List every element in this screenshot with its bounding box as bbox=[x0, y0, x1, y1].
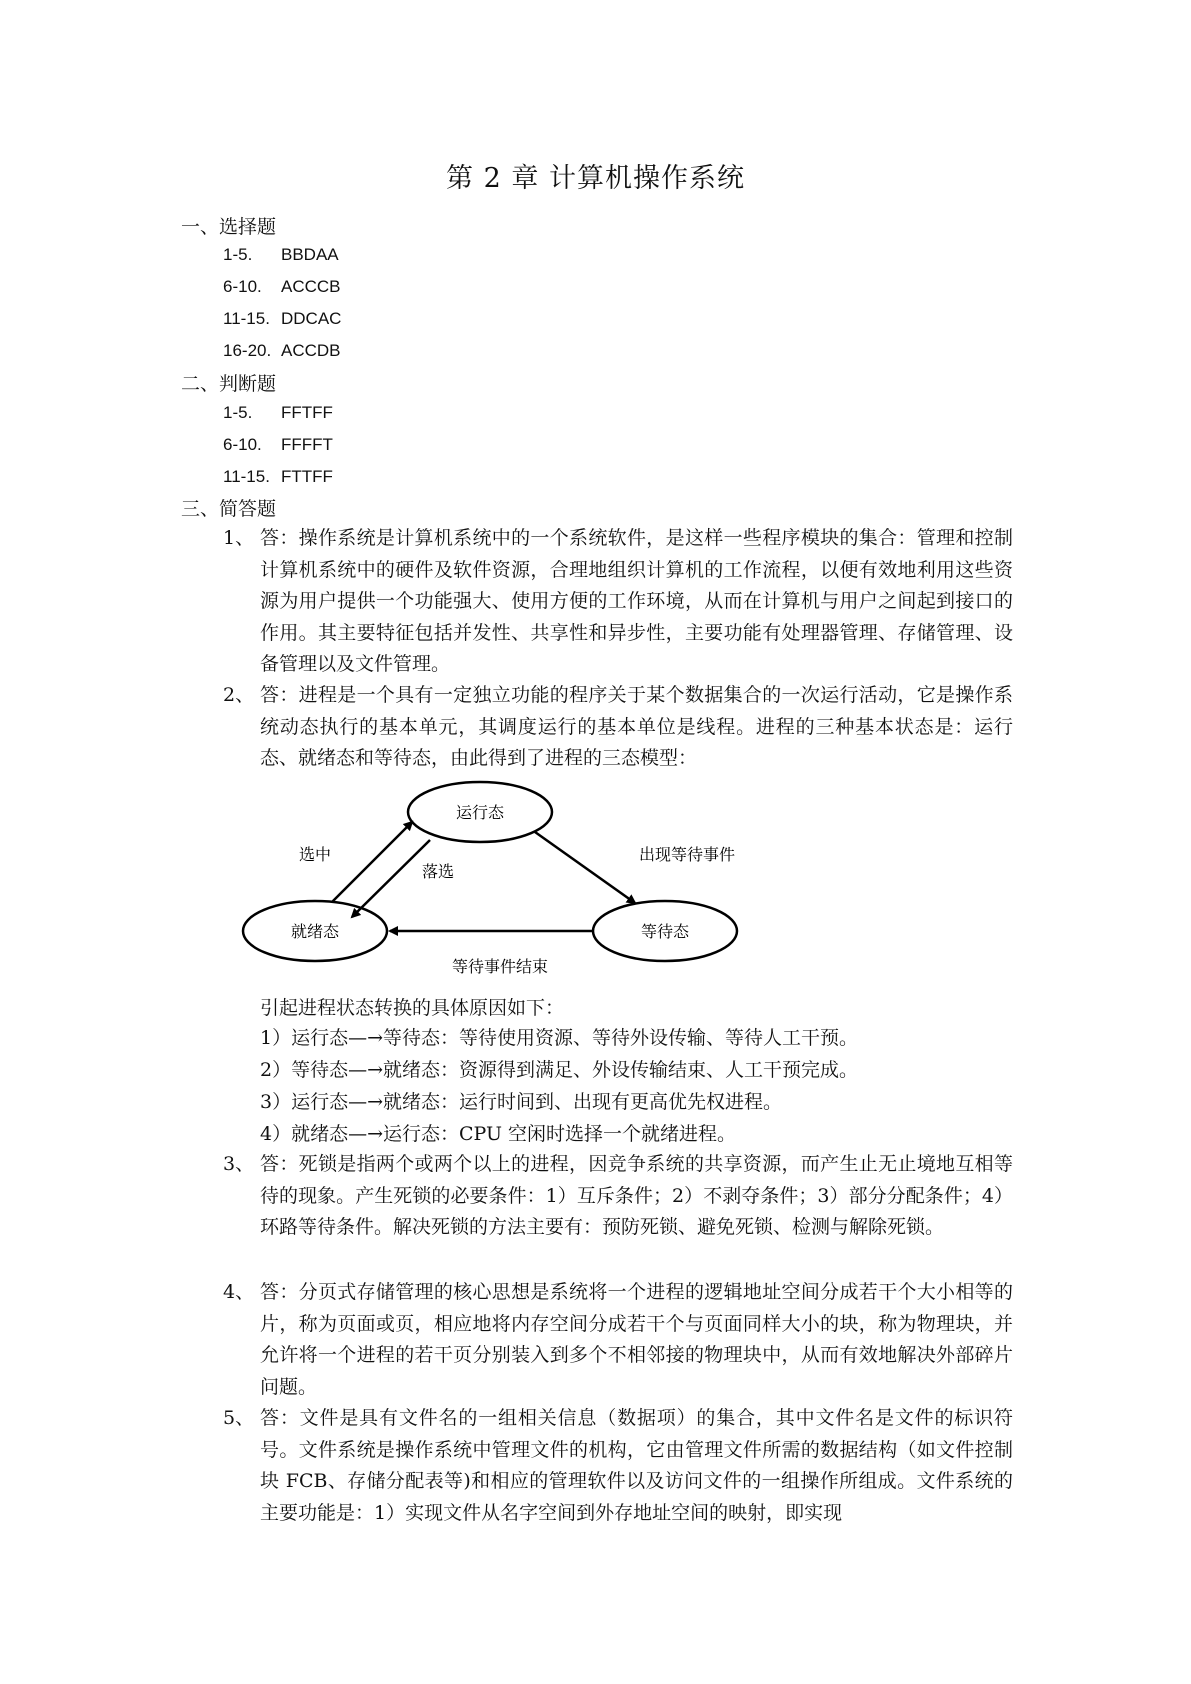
answer-value: FTTFF bbox=[281, 467, 333, 486]
label-fall: 落选 bbox=[421, 862, 455, 881]
short-answer-item bbox=[223, 523, 1013, 681]
transition-line: 2）等待态—→就绪态：资源得到满足、外设传输结束、人工干预完成。 bbox=[260, 1059, 859, 1081]
answer-range: 6-10. bbox=[223, 435, 262, 454]
answer-range: 16-20. bbox=[223, 341, 272, 360]
answer-row bbox=[223, 245, 339, 265]
answer-row bbox=[223, 309, 341, 329]
answer-range: 1-5. bbox=[223, 245, 253, 264]
item-text: 答：分页式存储管理的核心思想是系统将一个进程的逻辑地址空间分成若干个大小相等的片，称为页面或页，相应地将内存空间分成若干个与页面同样大小的块，称为物理块，并允许将一个进程的若干页分别装入到多个不相邻接的物理块中，从而有效地解决外部碎片问题。 bbox=[260, 1281, 1013, 1398]
item-number: 3、 bbox=[223, 1153, 255, 1175]
answer-value: ACCDB bbox=[281, 341, 341, 360]
answer-value: BBDAA bbox=[281, 245, 339, 264]
section-heading-judge: 二、判断题 bbox=[181, 373, 277, 395]
item-text: 答：死锁是指两个或两个以上的进程，因竞争系统的共享资源，而产生止无止境地互相等待的现象。产生死锁的必要条件：1）互斥条件；2）不剥夺条件；3）部分分配条件；4）环路等待条件。解决死锁的方法主要有：预防死锁、避免死锁、检测与解除死锁。 bbox=[260, 1153, 1013, 1238]
short-answer-item bbox=[223, 1149, 1013, 1244]
state-running-label: 运行态 bbox=[455, 803, 505, 822]
section-heading-choice: 一、选择题 bbox=[181, 216, 277, 238]
arrow-select bbox=[332, 822, 412, 902]
page-title: 第 2 章 计算机操作系统 bbox=[446, 163, 745, 194]
transitions-intro: 引起进程状态转换的具体原因如下： bbox=[260, 997, 565, 1019]
label-select: 选中 bbox=[298, 845, 332, 864]
answer-row bbox=[223, 435, 333, 455]
answer-row bbox=[223, 277, 341, 297]
answer-value: FFFFT bbox=[281, 435, 333, 454]
state-ready-label: 就绪态 bbox=[290, 922, 340, 941]
answer-range: 6-10. bbox=[223, 277, 262, 296]
answer-value: ACCCB bbox=[281, 277, 341, 296]
label-wait-end: 等待事件结束 bbox=[451, 957, 549, 976]
item-text: 答：操作系统是计算机系统中的一个系统软件，是这样一些程序模块的集合：管理和控制计算机系统中的硬件及软件资源，合理地组织计算机的工作流程，以便有效地利用这些资源为用户提供一个功能强大、使用方便的工作环境，从而在计算机与用户之间起到接口的作用。其主要特征包括并发性、共享性和异步性，主要功能有处理器管理、存储管理、设备管理以及文件管理。 bbox=[260, 527, 1013, 675]
transition-line: 3）运行态—→就绪态：运行时间到、出现有更高优先权进程。 bbox=[260, 1091, 783, 1113]
item-text: 答：进程是一个具有一定独立功能的程序关于某个数据集合的一次运行活动，它是操作系统动态执行的基本单元，其调度运行的基本单位是线程。进程的三种基本状态是：运行态、就绪态和等待态，由此得到了进程的三态模型： bbox=[260, 684, 1013, 769]
answer-row bbox=[223, 403, 333, 423]
answer-value: FFTFF bbox=[281, 403, 333, 422]
answer-range: 11-15. bbox=[223, 467, 270, 486]
label-wait-event: 出现等待事件 bbox=[638, 845, 736, 864]
short-answer-item bbox=[223, 1277, 1013, 1403]
arrow-wait-event bbox=[535, 832, 635, 903]
transition-line: 4）就绪态—→运行态：CPU 空闲时选择一个就绪进程。 bbox=[260, 1123, 737, 1145]
short-answer-item bbox=[223, 1403, 1013, 1529]
section-heading-short: 三、简答题 bbox=[181, 498, 277, 520]
answer-row bbox=[223, 341, 341, 361]
item-number: 5、 bbox=[223, 1407, 255, 1429]
item-text: 答：文件是具有文件名的一组相关信息（数据项）的集合，其中文件名是文件的标识符号。文件系统是操作系统中管理文件的机构，它由管理文件所需的数据结构（如文件控制块 FCB、存储分配表等)和相应的管理软件以及访问文件的一组操作所组成。文件系统的主要功能是：1）实现文件从名字空间到外存地址空间的映射，即实现 bbox=[260, 1407, 1013, 1524]
state-waiting-label: 等待态 bbox=[640, 922, 690, 941]
transition-line: 1）运行态—→等待态：等待使用资源、等待外设传输、等待人工干预。 bbox=[260, 1027, 859, 1049]
item-number: 1、 bbox=[223, 527, 255, 549]
item-number: 2、 bbox=[223, 684, 255, 706]
answer-range: 11-15. bbox=[223, 309, 270, 328]
arrow-fall bbox=[352, 840, 430, 917]
answer-value: DDCAC bbox=[281, 309, 342, 328]
answer-row bbox=[223, 467, 333, 487]
short-answer-item bbox=[223, 680, 1013, 775]
item-number: 4、 bbox=[223, 1281, 255, 1303]
answer-range: 1-5. bbox=[223, 403, 253, 422]
process-state-diagram bbox=[240, 780, 760, 980]
